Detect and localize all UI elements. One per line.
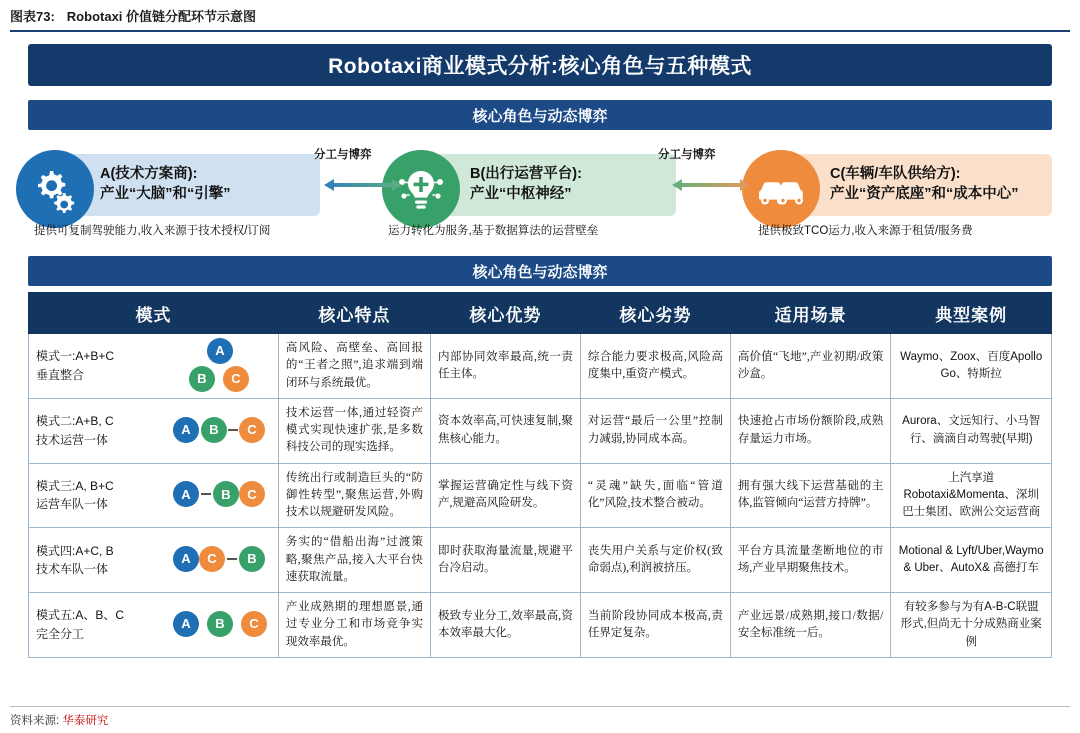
mode-cell	[29, 398, 279, 463]
figure-label: 图表73:	[10, 8, 55, 24]
business-model-table	[28, 292, 1052, 658]
col-scene: 适用场景	[730, 293, 891, 334]
role-diagram	[28, 146, 1052, 246]
mode-bubble-group	[171, 532, 267, 588]
role-c-line1: C(车辆/车队供给方):	[830, 166, 961, 183]
bubble-b: B	[201, 417, 227, 443]
figure-source	[10, 712, 108, 728]
case-cell: 上汽享道Robotaxi&Momenta、深圳巴士集团、欧洲公交运营商	[891, 463, 1052, 528]
mode-bubble-group	[171, 403, 267, 459]
bubble-c: C	[239, 481, 265, 507]
scene-cell: 快速抢占市场份额阶段,成熟存量运力市场。	[730, 398, 891, 463]
disadvantage-cell: 丧失用户关系与定价权(致命弱点),利润被挤压。	[580, 528, 730, 593]
bubble-a: A	[173, 417, 199, 443]
role-b-line2: 产业“中枢神经”	[470, 186, 572, 202]
mode-line-1: 模式四:A+C, B	[36, 543, 114, 558]
role-b-note: 运力转化为服务,基于数据算法的运营壁垒	[388, 225, 599, 237]
case-cell: Motional & Lyft/Uber,Waymo & Uber、AutoX& 高德打车	[891, 528, 1052, 593]
point-cell: 务实的“借船出海”过渡策略,聚焦产品,接入大平台快速获取流量。	[278, 528, 430, 593]
main-title-banner: Robotaxi商业模式分析:核心角色与五种模式	[28, 44, 1052, 86]
cars-icon	[742, 150, 820, 228]
section2-banner: 核心角色与动态博弈	[28, 256, 1052, 286]
col-advantage: 核心优势	[430, 293, 580, 334]
header-divider	[10, 30, 1070, 32]
mode-cell	[29, 528, 279, 593]
arrow-label-1: 分工与博弈	[314, 149, 372, 161]
role-c-text	[830, 165, 1027, 204]
bubble-c: C	[199, 546, 225, 572]
point-cell: 产业成熟期的理想愿景,通过专业分工和市场竞争实现效率最优。	[278, 593, 430, 658]
disadvantage-cell: 对运营“最后一公里”控制力减弱,协同成本高。	[580, 398, 730, 463]
mode-line-2: 技术运营一体	[36, 432, 109, 447]
bubble-b: B	[189, 366, 215, 392]
role-card-a	[38, 154, 320, 216]
role-c-note: 提供极致TCO运力,收入来源于租赁/服务费	[758, 225, 973, 237]
source-label: 资料来源:	[10, 715, 60, 727]
gears-icon	[16, 150, 94, 228]
point-cell: 高风险、高壁垒、高回报的“王者之照”,追求端到端闭环与系统最优。	[278, 334, 430, 399]
role-a-text	[100, 165, 239, 204]
arrow-a-b-icon	[324, 174, 402, 201]
bubble-b: B	[239, 546, 265, 572]
scene-cell: 平台方具流量垄断地位的市场,产业早期聚焦技术。	[730, 528, 891, 593]
bubble-connector	[201, 493, 211, 495]
bubble-a: A	[173, 481, 199, 507]
mode-line-1: 模式二:A+B, C	[36, 414, 114, 429]
mode-line-1: 模式一:A+B+C	[36, 349, 115, 364]
mode-bubble-group	[171, 597, 267, 653]
col-mode: 模式	[29, 293, 279, 334]
role-b-line1: B(出行运营平台):	[470, 166, 582, 183]
table-row	[29, 334, 1052, 399]
point-cell: 传统出行或制造巨头的“防御性转型”,聚焦运营,外购技术以规避研发风险。	[278, 463, 430, 528]
disadvantage-cell: 当前阶段协同成本极高,责任界定复杂。	[580, 593, 730, 658]
disadvantage-cell: “灵魂”缺失,面临“管道化”风险,技术整合被动。	[580, 463, 730, 528]
arrow-b-c-icon	[672, 174, 750, 201]
mode-bubble-group	[171, 338, 267, 394]
mode-line-2: 技术车队一体	[36, 562, 109, 577]
mode-line-2: 垂直整合	[36, 367, 85, 382]
bubble-c: C	[223, 366, 249, 392]
scene-cell: 拥有强大线下运营基础的主体,监管倾向“运营方持牌”。	[730, 463, 891, 528]
table-row	[29, 398, 1052, 463]
bubble-a: A	[207, 338, 233, 364]
bubble-c: C	[241, 611, 267, 637]
mode-line-2: 完全分工	[36, 626, 85, 641]
table-row	[29, 463, 1052, 528]
bubble-a: A	[173, 611, 199, 637]
figure-title: Robotaxi 价值链分配环节示意图	[66, 8, 257, 24]
table-row	[29, 528, 1052, 593]
advantage-cell: 资本效率高,可快速复制,聚焦核心能力。	[430, 398, 580, 463]
col-point: 核心特点	[278, 293, 430, 334]
advantage-cell: 内部协同效率最高,统一责任主体。	[430, 334, 580, 399]
role-a-note: 提供可复制驾驶能力,收入来源于技术授权/订阅	[34, 225, 271, 237]
role-c-line2: 产业“资产底座”和“成本中心”	[830, 186, 1019, 202]
case-cell: Waymo、Zoox、百度Apollo Go、特斯拉	[891, 334, 1052, 399]
bubble-b: B	[213, 481, 239, 507]
source-org: 华泰研究	[62, 715, 109, 727]
mode-cell	[29, 463, 279, 528]
section1-banner: 核心角色与动态博弈	[28, 100, 1052, 130]
bubble-c: C	[239, 417, 265, 443]
col-case: 典型案例	[891, 293, 1052, 334]
disadvantage-cell: 综合能力要求极高,风险高度集中,重资产模式。	[580, 334, 730, 399]
col-disadvantage: 核心劣势	[580, 293, 730, 334]
table-row	[29, 593, 1052, 658]
role-b-text	[470, 165, 590, 204]
mode-line-1: 模式三:A, B+C	[36, 478, 114, 493]
bubble-b: B	[207, 611, 233, 637]
mode-bubble-group	[171, 467, 267, 523]
mode-line-2: 运营车队一体	[36, 497, 109, 512]
scene-cell: 产业远景/成熟期,接口/数据/安全标准统一后。	[730, 593, 891, 658]
mode-cell	[29, 334, 279, 399]
bubble-connector	[227, 558, 237, 560]
scene-cell: 高价值“飞地”,产业初期/政策沙盒。	[730, 334, 891, 399]
advantage-cell: 掌握运营确定性与线下资产,规避高风险研发。	[430, 463, 580, 528]
table-header-row	[29, 293, 1052, 334]
case-cell: 有较多参与为有A-B-C联盟形式,但尚无十分成熟商业案例	[891, 593, 1052, 658]
bubble-connector	[228, 429, 238, 431]
figure-header	[0, 0, 1080, 30]
role-a-line1: A(技术方案商):	[100, 166, 198, 183]
footer-divider	[10, 706, 1070, 707]
case-cell: Aurora、文远知行、小马智行、滴滴自动驾驶(早期)	[891, 398, 1052, 463]
advantage-cell: 极致专业分工,效率最高,资本效率最大化。	[430, 593, 580, 658]
mode-line-1: 模式五:A、B、C	[36, 608, 125, 623]
bubble-a: A	[173, 546, 199, 572]
point-cell: 技术运营一体,通过轻资产模式实现快速扩张,是多数科技公司的现实选择。	[278, 398, 430, 463]
advantage-cell: 即时获取海量流量,规避平台冷启动。	[430, 528, 580, 593]
role-a-line2: 产业“大脑”和“引擎”	[100, 186, 231, 202]
role-card-c	[768, 154, 1052, 216]
mode-cell	[29, 593, 279, 658]
role-card-b	[408, 154, 676, 216]
arrow-label-2: 分工与博弈	[658, 149, 716, 161]
